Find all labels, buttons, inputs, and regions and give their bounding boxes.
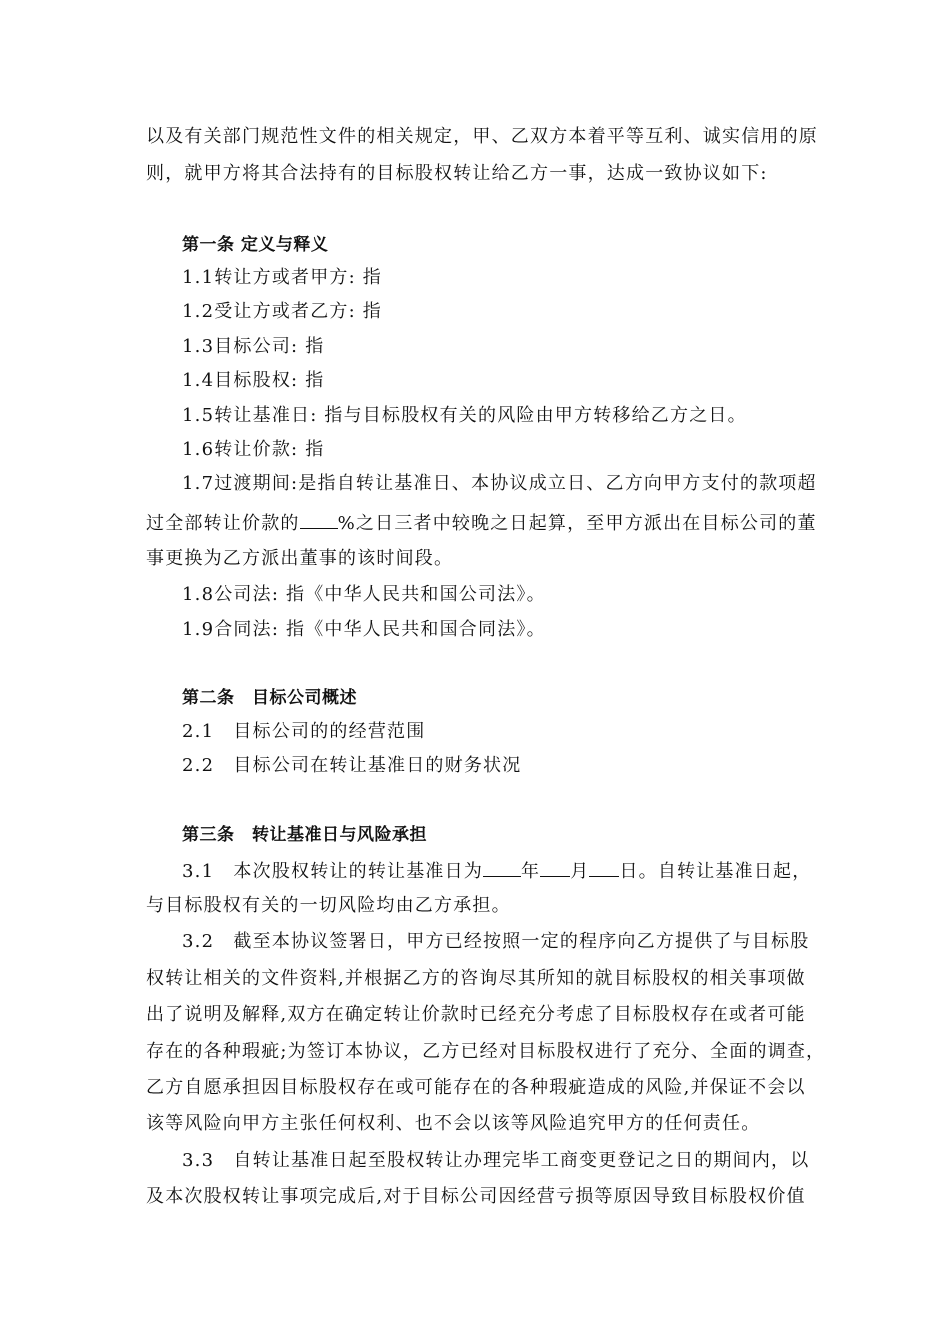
intro-line-1: 以及有关部门规范性文件的相关规定，甲、乙双方本着平等互利、诚实信用的原 — [146, 126, 818, 147]
clause-3-2-line-1: 3.2 截至本协议签署日，甲方已经按照一定的程序向乙方提供了与目标股 — [182, 931, 810, 952]
item-2-2: 2.2 目标公司在转让基准日的财务状况 — [182, 755, 522, 776]
clause-3-1-line-1 — [182, 857, 842, 885]
intro-line-2: 则，就甲方将其合法持有的目标股权转让给乙方一事，达成一致协议如下: — [146, 163, 768, 184]
definition-1-4: 1.4目标股权: 指 — [182, 370, 325, 391]
definition-1-7-text-a: 过全部转让价款的 — [146, 513, 300, 534]
definition-1-7-text-b: %之日三者中较晚之日起算，至甲方派出在目标公司的董 — [337, 513, 817, 534]
definition-1-9: 1.9合同法: 指《中华人民共和国合同法》。 — [182, 619, 546, 640]
definition-1-7-line-3: 事更换为乙方派出董事的该时间段。 — [146, 548, 454, 569]
definition-1-2: 1.2受让方或者乙方: 指 — [182, 301, 383, 322]
clause-3-2-line-5: 乙方自愿承担因目标股权存在或可能存在的各种瑕疵造成的风险,并保证不会以 — [146, 1077, 806, 1098]
clause-3-1-line-2: 与目标股权有关的一切风险均由乙方承担。 — [146, 895, 511, 916]
day-blank — [589, 857, 619, 877]
definition-1-7-line-2 — [146, 509, 817, 537]
clause-3-1-text-a: 3.1 本次股权转让的转让基准日为 — [182, 861, 484, 882]
definition-1-6: 1.6转让价款: 指 — [182, 439, 325, 460]
clause-3-2-line-2: 权转让相关的文件资料,并根据乙方的咨询尽其所知的就目标股权的相关事项做 — [146, 968, 806, 989]
year-label: 年 — [521, 861, 541, 882]
clause-3-2-line-3: 出了说明及解释,双方在确定转让价款时已经充分考虑了目标股权存在或者可能 — [146, 1004, 806, 1025]
article-1-heading: 第一条 定义与释义 — [182, 235, 329, 255]
definition-1-3: 1.3目标公司: 指 — [182, 336, 325, 357]
definition-1-5: 1.5转让基准日: 指与目标股权有关的风险由甲方转移给乙方之日。 — [182, 405, 747, 426]
article-3-heading: 第三条 转让基准日与风险承担 — [182, 825, 427, 845]
item-2-1: 2.1 目标公司的的经营范围 — [182, 721, 426, 742]
clause-3-3-line-2: 及本次股权转让事项完成后,对于目标公司因经营亏损等原因导致目标股权价值 — [146, 1186, 806, 1207]
clause-3-2-line-6: 该等风险向甲方主张任何权利、也不会以该等风险追究甲方的任何责任。 — [146, 1113, 761, 1134]
clause-3-2-line-4: 存在的各种瑕疵;为签订本协议，乙方已经对目标股权进行了充分、全面的调查， — [146, 1041, 826, 1062]
article-2-heading: 第二条 目标公司概述 — [182, 688, 357, 708]
clause-3-1-text-d: 日。自转让基准日起， — [619, 861, 812, 882]
definition-1-8: 1.8公司法: 指《中华人民共和国公司法》。 — [182, 584, 546, 605]
definition-1-1: 1.1转让方或者甲方: 指 — [182, 267, 383, 288]
clause-3-3-line-1: 3.3 自转让基准日起至股权转让办理完毕工商变更登记之日的期间内，以 — [182, 1150, 810, 1171]
year-blank — [483, 857, 521, 877]
month-blank — [540, 857, 570, 877]
percentage-blank — [300, 509, 338, 529]
month-label: 月 — [570, 861, 590, 882]
definition-1-7-line-1: 1.7过渡期间:是指自转让基准日、本协议成立日、乙方向甲方支付的款项超 — [182, 473, 817, 494]
